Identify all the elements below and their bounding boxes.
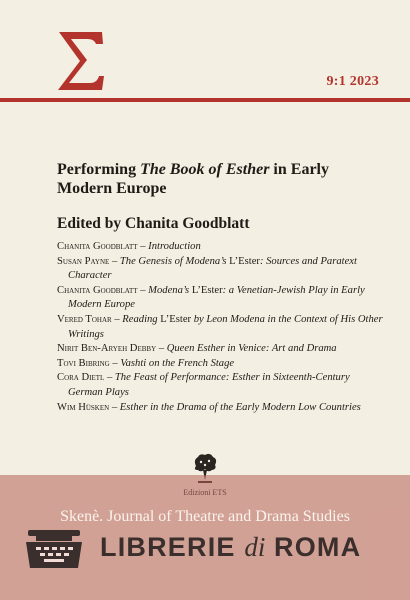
entry-separator: – <box>137 241 149 252</box>
entry-title-part: L’Ester <box>160 313 192 325</box>
entry-title-part: : a Venetian-Jewish Play in Early Modern Europe <box>68 284 365 311</box>
entry-title-part: The Feast of Performance: Esther in Sixteenth-Century German Plays <box>68 372 350 398</box>
entry-title-part: Vashti on the French Stage <box>120 357 235 369</box>
contents-entry <box>57 342 387 357</box>
entry-author: Tovi Bibring <box>57 357 110 369</box>
entry-author: Vered Tohar <box>57 313 112 325</box>
typewriter-icon <box>22 528 86 572</box>
entry-title-part: The Genesis of Modena’s <box>119 255 230 267</box>
entry-author: Nirit Ben-Aryeh Debby <box>57 343 157 355</box>
entry-separator: – <box>109 401 120 413</box>
entry-author: Wim Hüsken <box>57 401 110 413</box>
journal-title: Skenè. Journal of Theatre and Drama Studies <box>60 508 350 525</box>
contents-entry <box>57 255 387 284</box>
sigma-logo-icon <box>56 30 106 92</box>
entry-separator: – <box>156 343 167 355</box>
contents-list <box>57 240 387 415</box>
contents-entry <box>57 240 387 255</box>
entry-title-part: Queen Esther in Venice: Art and Drama <box>166 343 337 355</box>
contents-entry <box>57 357 387 372</box>
contents-entry <box>57 371 387 400</box>
entry-title-part: : Sources and Paratext Character <box>68 255 357 282</box>
contents-entry <box>57 313 387 342</box>
contents-entry <box>57 401 387 416</box>
entry-title-part: Reading <box>122 313 161 325</box>
entry-author: Chanita Goodblatt <box>57 241 138 252</box>
bookstore-watermark: LIBRERIE di ROMA <box>100 532 362 562</box>
entry-separator: – <box>104 372 115 384</box>
issue-number: 9:1 2023 <box>326 74 379 89</box>
entry-title-part: L’Ester <box>229 255 260 267</box>
entry-title-part: L’Ester <box>191 284 223 296</box>
entry-title-part: Introduction <box>148 241 201 252</box>
header-rule <box>0 98 410 102</box>
entry-title-part: Esther in the Drama of the Early Modern Low Countries <box>119 401 361 413</box>
entry-author: Susan Payne <box>57 255 110 267</box>
entry-author: Chanita Goodblatt <box>57 284 138 296</box>
entry-separator: – <box>109 255 120 267</box>
entry-separator: – <box>137 284 149 296</box>
entry-title-part: by Leon Modena in the Context of His Other Writings <box>68 313 383 340</box>
entry-title-part: Modena’s <box>148 284 192 296</box>
editor-line: Edited by Chanita Goodblatt <box>57 215 250 232</box>
book-title: Performing The Book of Esther in Early Modern Europe <box>57 161 329 197</box>
entry-separator: – <box>109 357 121 369</box>
contents-entry <box>57 284 387 313</box>
entry-separator: – <box>111 313 123 325</box>
entry-author: Cora Dietl <box>57 372 105 384</box>
